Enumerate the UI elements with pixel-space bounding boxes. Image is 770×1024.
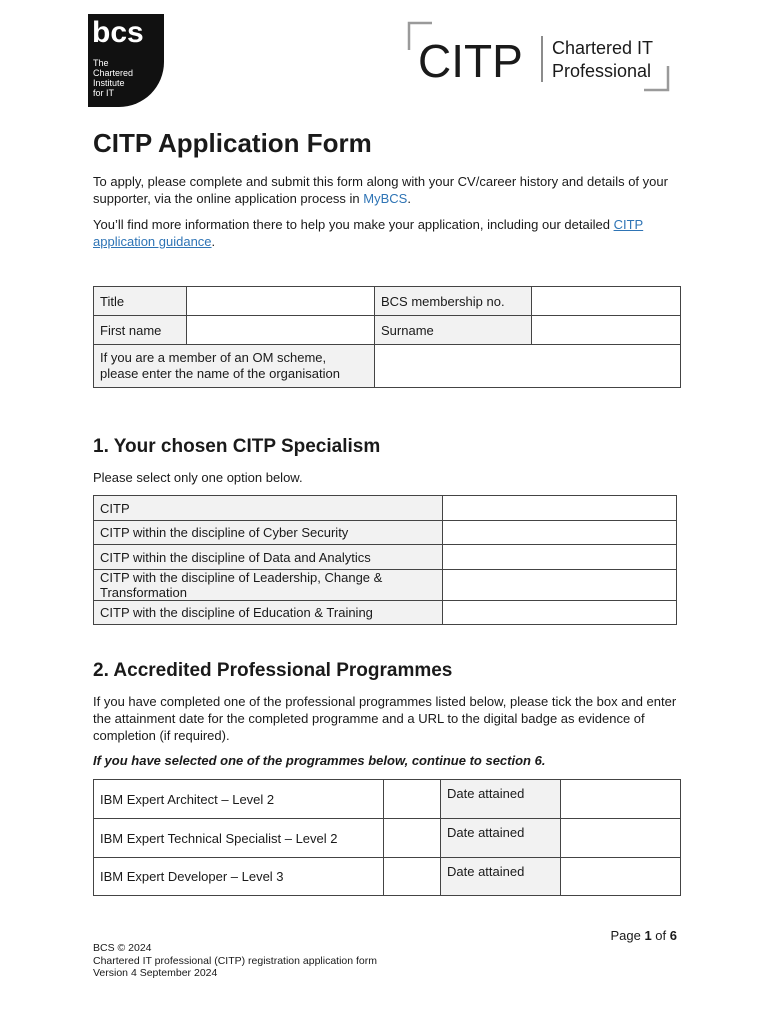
section-2-instruction: If you have completed one of the professional programmes listed below, please tick the box and enter the attainment date for the completed programme and a URL to the digital badge as evidence of completion (if required). (93, 694, 677, 743)
page-title: CITP Application Form (93, 128, 372, 158)
footer (93, 942, 377, 980)
membership-field[interactable] (532, 287, 681, 316)
bcs-logo (88, 14, 164, 107)
section-1-heading: 1. Your chosen CITP Specialism (93, 436, 381, 457)
first-name-field[interactable] (187, 316, 375, 345)
footer-document-title: Chartered IT professional (CITP) registration application form (93, 954, 378, 967)
citp-tagline-1: Chartered IT (552, 38, 654, 58)
programme-tick-box[interactable] (384, 819, 441, 858)
date-attained-field[interactable] (561, 780, 681, 819)
programme-name: IBM Expert Technical Specialist – Level 2 (94, 819, 384, 858)
guidance-link[interactable]: CITP application guidance (93, 217, 644, 249)
programme-tick-box[interactable] (384, 858, 441, 896)
bcs-tagline-1: The (93, 58, 109, 68)
section-1-instruction: Please select only one option below. (93, 470, 303, 485)
om-scheme-field[interactable] (375, 345, 681, 388)
surname-field[interactable] (532, 316, 681, 345)
programmes-table (93, 779, 681, 896)
bcs-tagline-4: for IT (93, 88, 115, 98)
date-attained-field[interactable] (561, 819, 681, 858)
membership-label: BCS membership no. (375, 287, 532, 316)
specialism-option: CITP within the discipline of Cyber Security (94, 521, 443, 545)
section-2-heading: 2. Accredited Professional Programmes (93, 660, 453, 681)
programme-tick-box[interactable] (384, 780, 441, 819)
specialism-option: CITP within the discipline of Data and Analytics (94, 545, 443, 570)
citp-tagline-2: Professional (552, 61, 652, 81)
footer-copyright: BCS © 2024 (93, 942, 152, 954)
surname-label: Surname (375, 316, 532, 345)
date-attained-label: Date attained (441, 819, 561, 858)
specialism-select-cell[interactable] (443, 521, 677, 545)
specialism-select-cell[interactable] (443, 496, 677, 521)
date-attained-label: Date attained (441, 858, 561, 896)
personal-details-table (93, 286, 681, 388)
page-number: Page 1 of 6 (610, 928, 677, 943)
intro-paragraph-1: To apply, please complete and submit this form along with your CV/career history and details of your supporter, via the online application process in MyBCS. (93, 174, 668, 206)
bcs-tagline-2: Chartered (93, 68, 134, 78)
date-attained-label: Date attained (441, 780, 561, 819)
specialism-table (93, 495, 677, 625)
programme-name: IBM Expert Developer – Level 3 (94, 858, 384, 896)
programme-name: IBM Expert Architect – Level 2 (94, 780, 384, 819)
section-2-note: If you have selected one of the programmes below, continue to section 6. (93, 753, 546, 768)
footer-version: Version 4 September 2024 (93, 967, 218, 979)
citp-mark: CITP (418, 35, 523, 87)
mybcs-link[interactable]: MyBCS (363, 191, 408, 206)
specialism-option: CITP (94, 496, 443, 521)
bcs-wordmark: bcs (92, 16, 144, 49)
specialism-option: CITP with the discipline of Education & Training (94, 601, 443, 625)
title-field[interactable] (187, 287, 375, 316)
intro-paragraph-2: You’ll find more information there to help you make your application, including our detailed CITP application guidance. (93, 217, 644, 249)
first-name-label: First name (94, 316, 187, 345)
specialism-select-cell[interactable] (443, 545, 677, 570)
title-label: Title (94, 287, 187, 316)
specialism-select-cell[interactable] (443, 601, 677, 625)
citp-logo (406, 20, 690, 94)
specialism-option: CITP with the discipline of Leadership, Change & Transformation (94, 570, 443, 601)
bcs-tagline-3: Institute (93, 78, 125, 88)
specialism-select-cell[interactable] (443, 570, 677, 601)
date-attained-field[interactable] (561, 858, 681, 896)
om-scheme-label: If you are a member of an OM scheme, please enter the name of the organisation (94, 345, 375, 388)
